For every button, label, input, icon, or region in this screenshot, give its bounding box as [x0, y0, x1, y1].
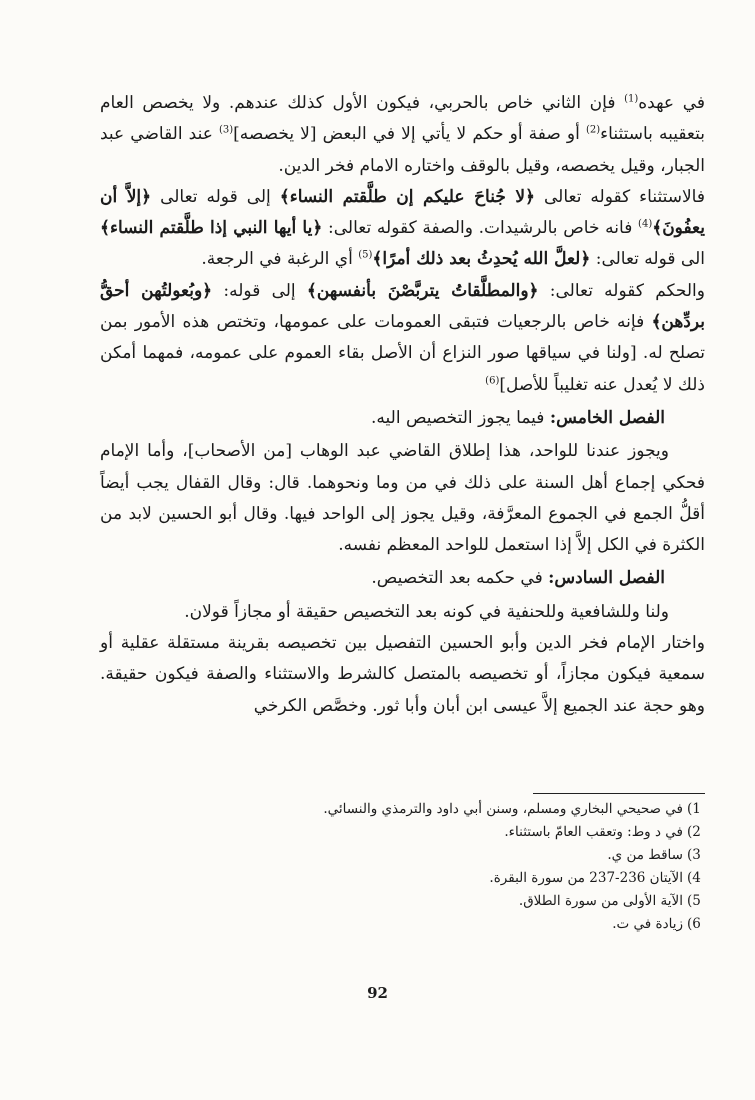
text-run: أو صفة أو حكم لا يأتي إلا في البعض [لا يخصصه]	[233, 124, 586, 145]
section-heading-6	[100, 563, 705, 594]
text-run: أي الرغبة في الرجعة.	[201, 249, 359, 270]
main-text	[100, 88, 705, 722]
text-run: عند القاضي عبد الجبار، وقيل يخصصه، وقيل بالوقف واختاره الامام فخر الدين.	[100, 124, 705, 176]
paragraph-4: ويجوز عندنا للواحد، هذا إطلاق القاضي عبد الوهاب [من الأصحاب]، وأما الإمام فحكي إجماع أهل السنة على ذلك في من وما ونحوهما. قال: وقال القفال يجب أيضاً أقلُّ الجمع في الجموع المعرَّفة، وقيل يجوز إلى الواحد فيها. وقال أبو الحسين لابد من الكثرة في الكل إلاَّ إذا استعمل للواحد المعظم نفسه.	[100, 441, 705, 556]
section-heading-6-label: الفصل السادس:	[548, 568, 665, 589]
footnotes-list	[105, 798, 705, 936]
paragraph-2	[100, 182, 705, 276]
footnote-item: 2)في د وط: وتعقب العامّ باستثناء.	[504, 824, 701, 840]
text-run: والحكم كقوله تعالى:	[538, 280, 705, 301]
paragraph-5: ولنا وللشافعية وللحنفية في كونه بعد التخصيص حقيقة أو مجازاً قولان.	[184, 601, 669, 622]
quran-quote: ﴿يا أيها النبي إذا طلَّقتم النساء﴾	[100, 218, 323, 239]
footnote-reference: (2)	[585, 124, 601, 136]
quran-quote: ﴿وبُعولتُهن أحقُّ بردِّهن﴾	[100, 280, 705, 333]
footnote-item: 4)الآيتان 236-237 من سورة البقرة.	[489, 870, 701, 886]
text-run: الى قوله تعالى:	[590, 249, 705, 270]
footnote-reference: (5)	[358, 249, 373, 261]
footnote-reference: (4)	[638, 218, 653, 230]
quran-quote: ﴿والمطلَّقاتُ يتربَّصْنَ بأنفسهن﴾	[306, 280, 539, 301]
footnote-reference: (6)	[485, 375, 500, 387]
text-run: فإن الثاني خاص بالحربي، فيكون الأول كذلك عندهم. ولا يخصص العام بتعقيبه باستثناء	[100, 93, 705, 145]
quran-quote: ﴿لا جُناحَ عليكم إن طلَّقتم النساء﴾	[279, 186, 536, 207]
footnote-item: 3)ساقط من ي.	[607, 847, 701, 863]
section-heading-6-text: في حكمه بعد التخصيص.	[371, 568, 549, 589]
section-heading-5-text: فيما يجوز التخصيص اليه.	[371, 407, 550, 428]
text-run: فانه خاص بالرشيدات. والصفة كقوله تعالى:	[322, 218, 639, 239]
quran-quote: ﴿لعلَّ الله يُحدِثُ بعد ذلك أمرًا﴾	[372, 249, 591, 270]
footnote-item: 6)زيادة في ت.	[612, 916, 701, 932]
page-number: 92	[367, 984, 388, 1002]
footnote-item: 5)الآية الأولى من سورة الطلاق.	[518, 893, 701, 909]
quran-quote: ﴿إلاَّ أن يعفُونَ﴾	[100, 186, 705, 239]
paragraph-1	[100, 88, 705, 182]
paragraph-3	[100, 276, 705, 401]
footnote-item: 1)في صحيحي البخاري ومسلم، وسنن أبي داود والترمذي والنسائي.	[323, 801, 701, 817]
text-run: إلى قوله تعالى	[151, 186, 280, 207]
text-run: فالاستثناء كقوله تعالى	[535, 186, 705, 207]
footnote-separator	[533, 793, 705, 794]
section-heading-5-label: الفصل الخامس:	[549, 407, 665, 428]
footnote-reference: (3)	[218, 124, 234, 136]
paragraph-6: واختار الإمام فخر الدين وأبو الحسين التفصيل بين تخصيصه بقرينة مستقلة عقلية أو سمعية فيكون مجازاً، أو تخصيصه بالمتصل كالشرط والاستثناء والصفة فيكون حقيقة. وهو حجة عند الجميع إلاَّ عيسى ابن أبان وأبا ثور. وخصَّص الكرخي	[100, 633, 705, 716]
text-run: فإنه خاص بالرجعيات فتبقى العمومات على عمومها، وتختص هذه الأمور بمن تصلح له. [ولنا في سياقها صور النزاع أن الأصل بقاء العموم على عمومه، فمهما أمكن ذلك لا يُعدل عنه تغليباً للأصل]	[100, 312, 705, 395]
section-heading-5	[100, 403, 705, 434]
text-run: في عهده	[638, 93, 705, 113]
footnote-reference: (1)	[624, 93, 639, 105]
text-run: إلى قوله:	[212, 280, 307, 301]
